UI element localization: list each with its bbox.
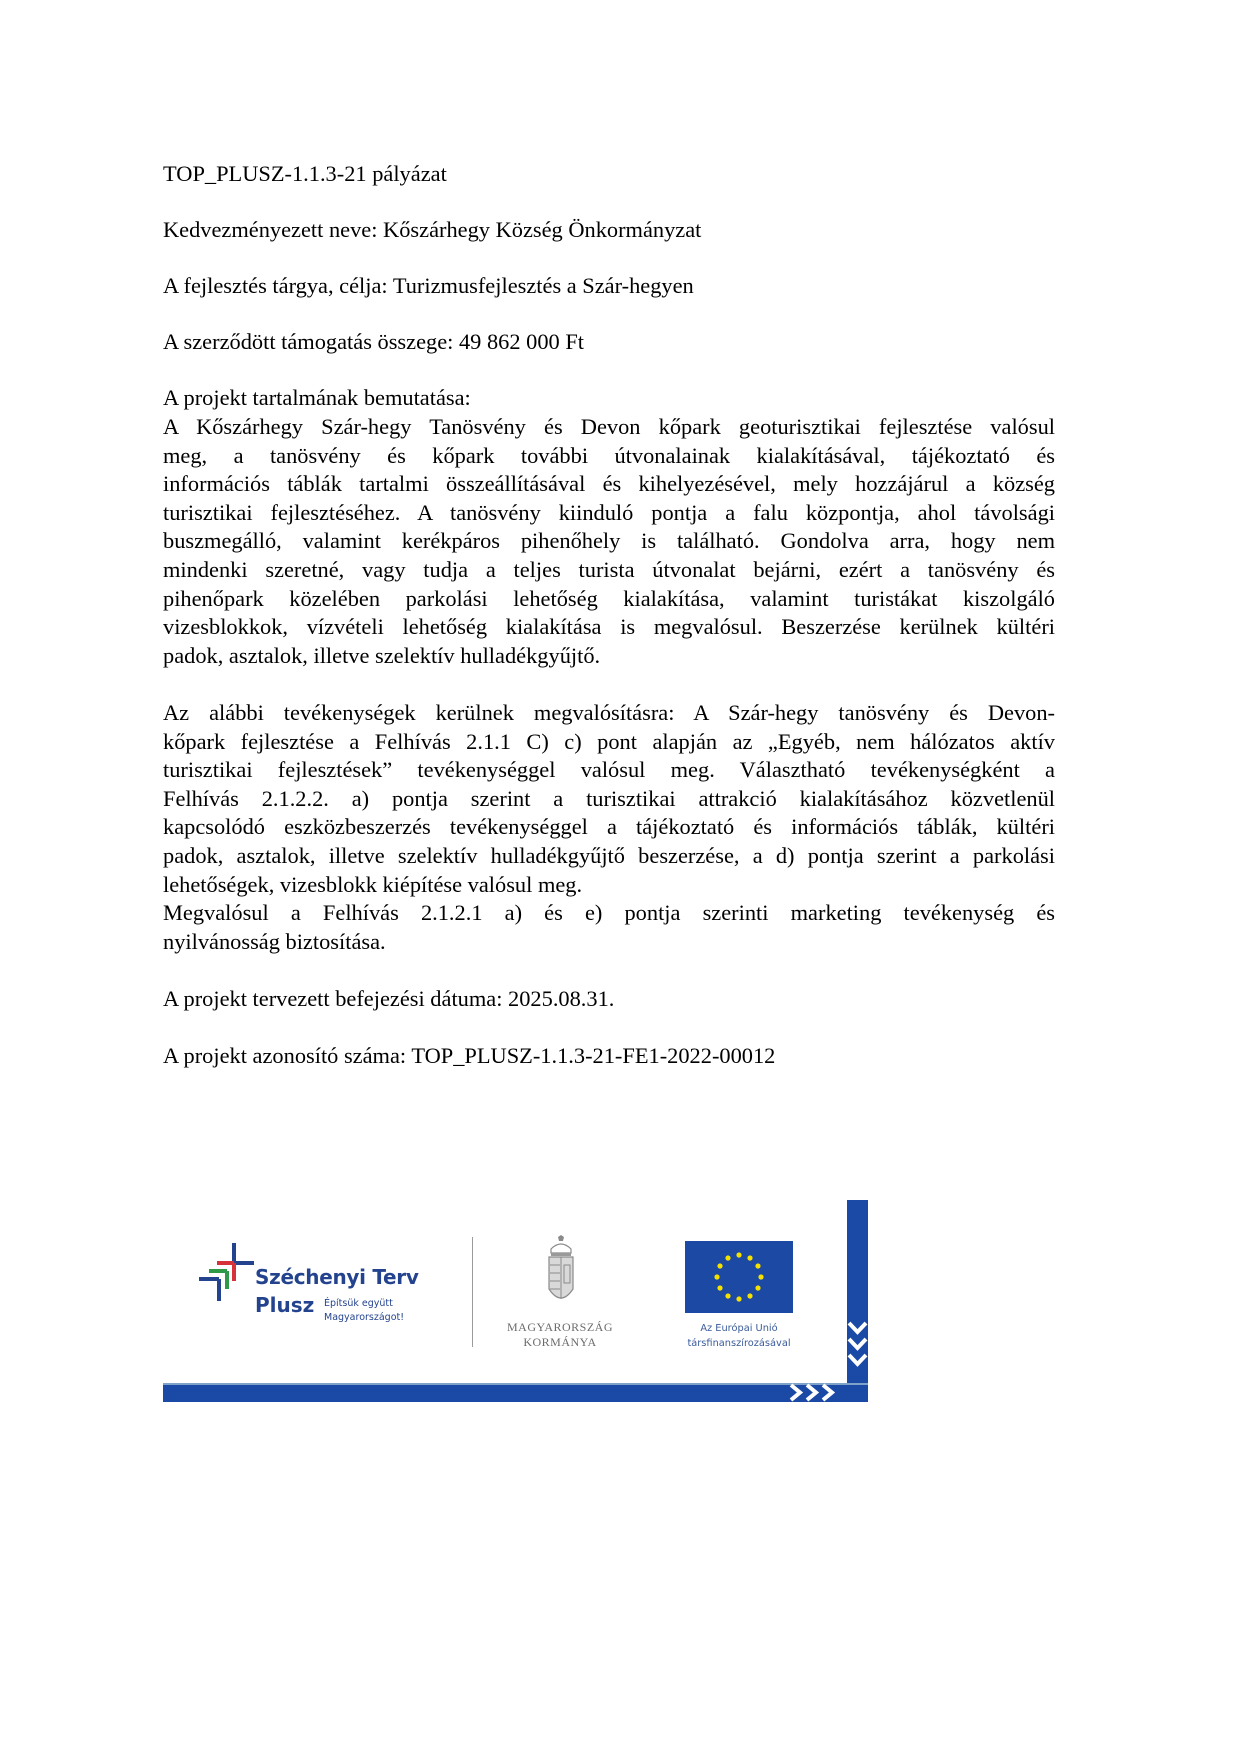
paragraph-line: információs táblák tartalmi összeállításával és kihelyezésével, mely hozzájárul a község (163, 471, 1055, 497)
chevron-right-icon (820, 1383, 836, 1402)
paragraph-line: pihenőpark közelében parkolási lehetőség kialakítása, valamint turistákat kiszolgáló (163, 585, 1055, 611)
paragraph-line: buszmegálló, valamint kerékpáros pihenőhely is található. Gondolva arra, hogy nem (163, 528, 1055, 554)
eu-flag (685, 1241, 793, 1313)
chevron-down-icon (847, 1336, 868, 1352)
banner-horizontal-bar (163, 1383, 868, 1402)
eu-line-1: Az Európai Unió (700, 1323, 778, 1334)
funding-logo-banner (163, 1195, 868, 1405)
presentation-heading: A projekt tartalmának bemutatása: (163, 385, 471, 410)
hungarian-crest-icon (545, 1235, 577, 1313)
banner-vertical-bar (847, 1200, 868, 1402)
paragraph-line: padok, asztalok, illetve szelektív hulladékgyűjtő beszerzése, a d) pontja szerint a parkolási (163, 842, 1055, 868)
paragraph-line: Az alábbi tevékenységek kerülnek megvalósításra: A Szár-hegy tanösvény és Devon- (163, 700, 1055, 725)
subject-line: A fejlesztés tárgya, célja: Turizmusfejlesztés a Szár-hegyen (163, 273, 694, 298)
paragraph-line: turisztikai fejlesztések” tevékenységgel valósul meg. Választható tevékenységként a (163, 757, 1055, 783)
paragraph-line: A Kőszárhegy Szár-hegy Tanösvény és Devon kőpark geoturisztikai fejlesztése valósul (163, 414, 1055, 439)
tender-title: TOP_PLUSZ-1.1.3-21 pályázat (163, 161, 447, 186)
chevron-right-icon (804, 1383, 820, 1402)
chevron-down-icon (847, 1352, 868, 1368)
chevron-right-icon (788, 1383, 804, 1402)
paragraph-line: padok, asztalok, illetve szelektív hulladékgyűjtő. (163, 642, 601, 668)
paragraph-line: turisztikai fejlesztéséhez. A tanösvény kiinduló pontja a falu központja, ahol távolsági (163, 499, 1055, 525)
paragraph-line: Megvalósul a Felhívás 2.1.2.1 a) és e) pontja szerinti marketing tevékenység és (163, 900, 1055, 926)
szechenyi-plusz: Plusz (255, 1293, 315, 1317)
paragraph-line: kapcsolódó eszközbeszerzés tevékenységgel a tájékoztató és információs táblák, kültéri (163, 814, 1055, 840)
tagline-line-1: Építsük együtt (324, 1298, 393, 1309)
paragraph-line: nyilvánosság biztosítása. (163, 928, 386, 954)
eu-cofinancing-label (663, 1321, 815, 1351)
government-label (475, 1320, 645, 1350)
szechenyi-tagline (324, 1297, 404, 1325)
paragraph-project-description (163, 413, 1055, 670)
paragraph-activities (163, 699, 1055, 956)
completion-date-line: A projekt tervezett befejezési dátuma: 2025.08.31. (163, 986, 615, 1011)
amount-line: A szerződött támogatás összege: 49 862 000 Ft (163, 329, 584, 354)
tagline-line-2: Magyarországot! (324, 1312, 405, 1323)
paragraph-line: meg, a tanösvény és kőpark további útvonalainak kialakításával, tájékoztató és (163, 442, 1055, 468)
paragraph-line: mindenki szeretné, vagy tudja a teljes turista útvonalat bejárni, ezért a tanösvény és (163, 556, 1055, 582)
government-line-2: KORMÁNYA (523, 1335, 597, 1349)
paragraph-line: vizesblokkok, vízvételi lehetőség kialakítása is megvalósul. Beszerzése kerülnek kültéri (163, 614, 1055, 640)
szechenyi-terv-plusz-logo (199, 1243, 439, 1343)
project-id-line: A projekt azonosító száma: TOP_PLUSZ-1.1.3-21-FE1-2022-00012 (163, 1043, 776, 1068)
beneficiary-line: Kedvezményezett neve: Kőszárhegy Község Önkormányzat (163, 217, 702, 242)
paragraph-line: kőpark fejlesztése a Felhívás 2.1.1 C) c) pont alapján az „Egyéb, nem hálózatos aktív (163, 728, 1055, 754)
chevron-down-icon (847, 1320, 868, 1336)
szechenyi-title: Széchenyi Terv (255, 1265, 419, 1289)
szechenyi-cross-icon (199, 1243, 255, 1305)
paragraph-line: lehetőségek, vizesblokk kiépítése valósul meg. (163, 871, 583, 897)
paragraph-line: Felhívás 2.1.2.2. a) pontja szerint a turisztikai attrakció kialakításához közvetlenül (163, 785, 1055, 811)
eu-stars-icon (685, 1241, 793, 1313)
eu-line-2: társfinanszírozásával (687, 1338, 791, 1349)
logo-divider (472, 1237, 473, 1347)
government-line-1: MAGYARORSZÁG (506, 1320, 613, 1334)
